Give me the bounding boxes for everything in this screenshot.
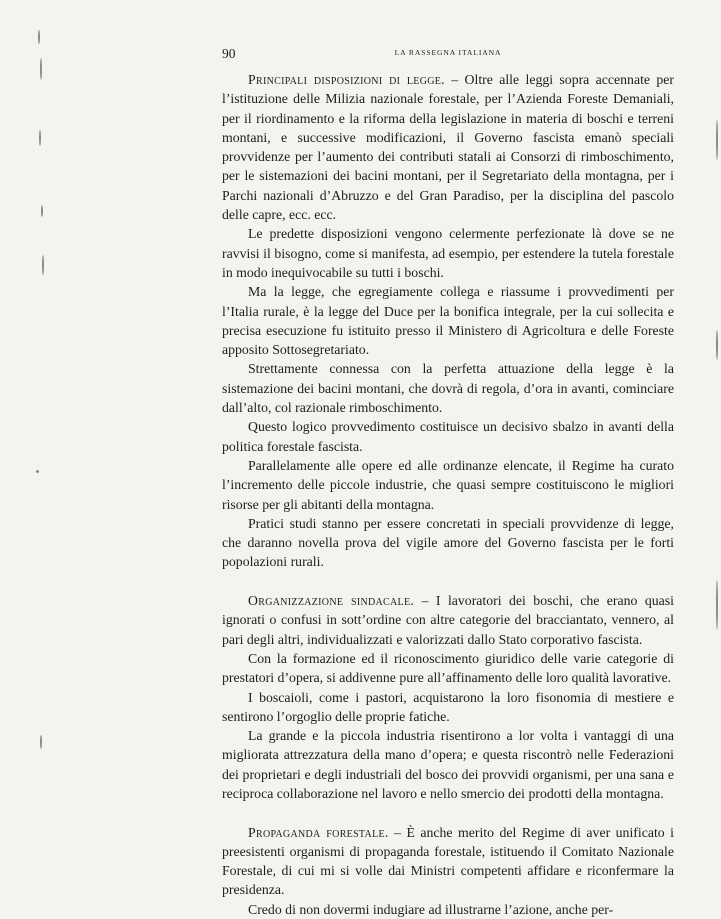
paragraph: Credo di non dovermi indugiare ad illustrarne l’azione, anche per- [248, 901, 614, 917]
paragraph: Parallelamente alle opere ed alle ordinanze elencate, il Regime ha curato l’incremento delle piccole industrie, che quasi sempre costituiscono le migliori risorse per gli abitanti della montagna. [222, 457, 674, 512]
running-title: LA RASSEGNA ITALIANA [394, 48, 502, 57]
paragraph: Con la formazione ed il riconoscimento giuridico delle varie categorie di prestatori d’opera, si addivenne pure all’affinamento delle loro qualità lavorative. [222, 650, 674, 686]
section-lead-paragraph [222, 823, 674, 900]
section-lead-text: – È anche merito del Regime di aver unificato i preesistenti organismi di propaganda forestale, istituendo il Comitato Nazionale Forestale, di cui mi si volle dai Ministri competenti affidare e riconfermare la presidenza. [222, 824, 674, 898]
scan-mark [41, 205, 43, 217]
scan-mark [36, 470, 39, 473]
scan-mark [716, 120, 718, 160]
section-divider [222, 803, 674, 822]
scan-mark [40, 58, 42, 80]
paragraph: La grande e la piccola industria risentirono a lor volta i vantaggi di una migliorata attrezzatura della mano d’opera; e questa riscontrò nelle Federazioni dei proprietari e degli industriali del bosco dei provvidi organismi, per una sana e reciproca collaborazione nel lavoro e nello smercio dei prodotti della montagna. [222, 728, 674, 801]
section-heading: Principali disposizioni di legge. [248, 72, 445, 87]
paragraph: Pratici studi stanno per essere concretati in speciali provvidenze di legge, che daranno novella prova del vigile amore del Governo fascista per le forti popolazioni rurali. [222, 515, 674, 570]
paragraph: Ma la legge, che egregiamente collega e riassume i provvedimenti per l’Italia rurale, è la legge del Duce per la bonifica integrale, per la cui sollecita e precisa esecuzione fu istituito presso il Ministero di Agricoltura e delle Foreste apposito Sottosegretariato. [222, 284, 674, 358]
scan-mark [42, 255, 44, 275]
page-number: 90 [222, 46, 236, 61]
section-heading: Propaganda forestale. [248, 824, 389, 840]
section-lead-text: – Oltre alle leggi sopra accennate per l’istituzione delle Milizia nazionale forestale, per l’Azienda Foreste Demaniali, per il riordinamento e la riforma della legislazione in materia di boschi e terreni montani, e successive modificazioni, il Governo fascista emanò speciali provvidenze per l’aumento dei contributi statali ai Consorzi di rimboschimento, per le sistemazioni dei bacini montani, per il Segretariato della montagna, per i Parchi nazionali d’Abruzzo e del Gran Paradiso, per la disciplina del pascolo delle capre, ecc. ecc. [222, 72, 674, 223]
page-header [222, 46, 674, 66]
section-lead-paragraph [222, 70, 674, 224]
section-lead-text: – I lavoratori dei boschi, che erano quasi ignorati o confusi in sott’ordine con altre categorie del bracciantato, vennero, al pari degli altri, individualizzati e valorizzati dallo Stato corporativo fascista. [222, 593, 675, 647]
section-lead-paragraph [222, 591, 674, 649]
scan-mark [40, 735, 42, 749]
scan-mark [38, 30, 40, 44]
paragraph: Questo logico provvedimento costituisce un decisivo sbalzo in avanti della politica forestale fascista. [222, 419, 674, 454]
scan-mark [716, 580, 718, 630]
paragraph: Le predette disposizioni vengono celermente perfezionate là dove se ne ravvisi il bisogno, come si manifesta, ad esempio, per estendere la tutela forestale in modo inequivocabile su tutti i boschi. [222, 226, 674, 280]
section-heading: Organizzazione sindacale. [248, 593, 415, 609]
paragraph: Strettamente connessa con la perfetta attuazione della legge è la sistemazione dei bacini montani, che dovrà di regola, d’ora in avanti, cominciare dall’alto, col razionale rimboschimento. [222, 361, 674, 416]
scan-mark [716, 330, 718, 360]
scan-mark [39, 130, 41, 146]
section-divider [222, 572, 674, 591]
paragraph: I boscaioli, come i pastori, acquistarono la loro fisonomia di mestiere e sentirono l’orgoglio delle proprie fatiche. [222, 689, 674, 724]
body-text [222, 70, 674, 919]
